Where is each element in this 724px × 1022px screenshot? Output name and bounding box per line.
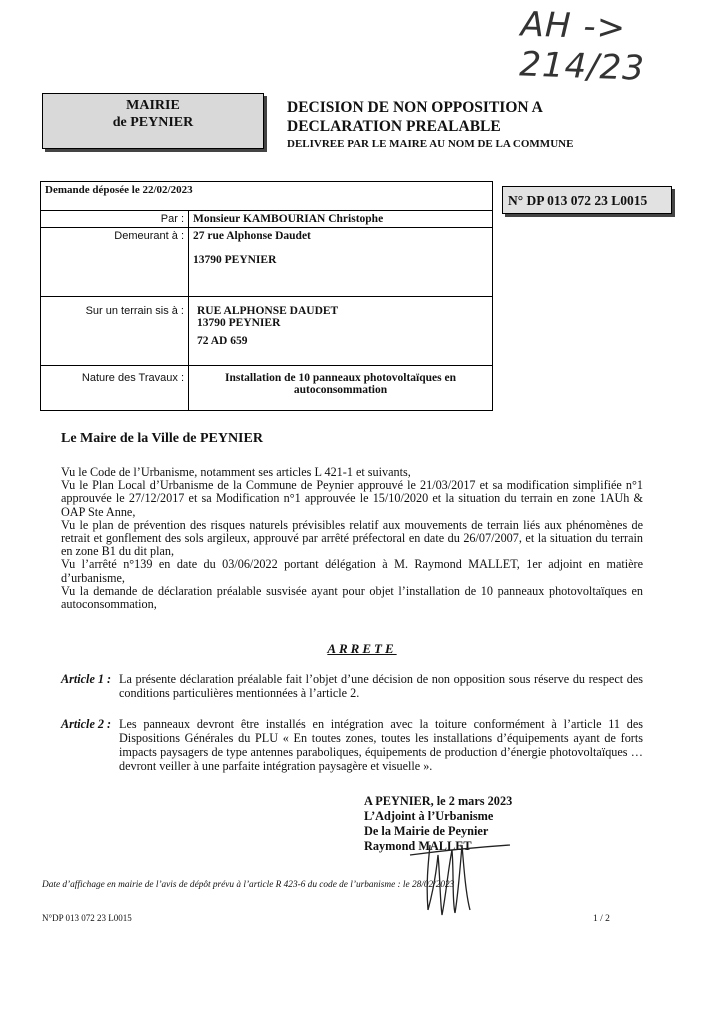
demande-date: Demande déposée le 22/02/2023 [41,182,493,211]
article-2 [61,717,643,773]
nature-label: Nature des Travaux : [41,366,189,411]
demeurant-line2: 13790 PEYNIER [193,254,277,266]
demeurant-value [189,228,493,297]
vu-paragraph: Vu la demande de déclaration préalable susvisée ayant pour objet l’installation de 10 panneaux photovoltaïques en autoconsommation, [61,583,643,612]
handwritten-annotation: AH -> 214/23 [518,4,646,89]
title-subline: DELIVREE PAR LE MAIRE AU NOM DE LA COMMUNE [287,138,574,150]
demeurant-line1: 27 rue Alphonse Daudet [193,230,311,242]
article-2-text: Les panneaux devront être installés en intégration avec la toiture conformément à l’article 11 des Dispositions Générales du PLU « En toutes zones, toutes les installations d’équipements ayant de forts impacts paysagers de type antennes paraboliques, équipements de production d’énergie photovoltaïques … devront veiller à une parfaite intégration paysagère et visuelle ». [119,717,643,773]
terrain-label: Sur un terrain sis à : [41,297,189,366]
title-line1: DECISION DE NON OPPOSITION A [287,99,543,116]
nature-value: Installation de 10 panneaux photovoltaïques en autoconsommation [189,366,493,411]
dp-number-box: N° DP 013 072 23 L0015 [502,186,672,214]
footer-reference: N°DP 013 072 23 L0015 [42,913,132,923]
article-1-label: Article 1 : [61,672,112,686]
terrain-line2: 13790 PEYNIER [197,317,281,329]
mairie-line2: de PEYNIER [112,115,194,130]
signature-name: Raymond MALLET [364,839,472,853]
terrain-line1: RUE ALPHONSE DAUDET [197,305,339,317]
document-title [287,98,543,136]
demeurant-label: Demeurant à : [41,228,189,297]
vu-paragraph: Vu l’arrêté n°139 en date du 03/06/2022 portant délégation à M. Raymond MALLET, 1er adjoint en matière d’urbanisme, [61,557,643,585]
terrain-value [189,297,493,366]
vu-paragraph: Vu le Code de l’Urbanisme, notamment ses articles L 421-1 et suivants, [61,465,411,479]
article-1-text: La présente déclaration préalable fait l’objet d’une décision de non opposition sous réserve du respect des conditions particulières mentionnées à l’article 2. [119,672,643,700]
article-2-label: Article 2 : [61,717,112,731]
maire-title: Le Maire de la Ville de PEYNIER [61,431,263,446]
request-info-table [40,181,493,411]
article-1 [61,672,643,700]
par-value: Monsieur KAMBOURIAN Christophe [189,211,493,228]
title-line2: DECLARATION PREALABLE [287,118,501,135]
page-number: 1 / 2 [593,914,610,924]
vu-paragraph: Vu le Plan Local d’Urbanisme de la Commune de Peynier approuvé le 21/03/2017 et sa modification simplifiée n°1 approuvée le 27/12/2017 et sa Modification n°1 approuvée le 15/10/2020 et la situation du terrain en zone 1AUh & OAP Ste Anne, [61,478,643,519]
par-label: Par : [41,211,189,228]
vu-section [61,466,643,611]
signature-place-date: A PEYNIER, le 2 mars 2023 [364,794,513,808]
vu-paragraph: Vu le plan de prévention des risques naturels prévisibles relatif aux mouvements de terrain liés aux phénomènes de retrait et gonflement des sols argileux, approuvé par arrêté préfectoral en date du 26/07/2007, et la situation du terrain en zone B1 du dit plan, [61,517,643,559]
signature-role: L’Adjoint à l’Urbanisme [364,809,494,823]
terrain-line3: 72 AD 659 [197,335,248,347]
arrete-heading: ARRETE [327,641,397,656]
mairie-box [42,93,264,149]
signature-organization: De la Mairie de Peynier [364,824,489,838]
mairie-line1: MAIRIE [126,98,180,113]
handwritten-signature [400,815,520,925]
affichage-date: Date d’affichage en mairie de l’avis de dépôt prévu à l’article R 423-6 du code de l’urbanisme : le 28/02/2023 [42,880,455,890]
